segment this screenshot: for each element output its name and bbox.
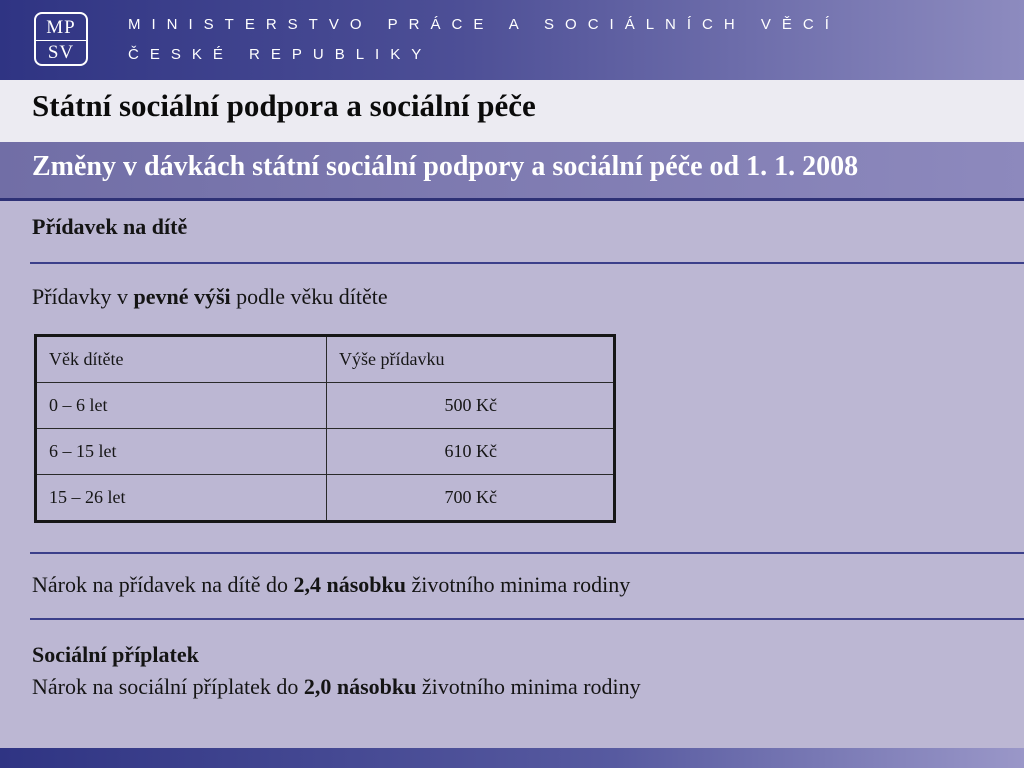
child-allowance-entitlement	[32, 572, 630, 598]
intro-text-end: podle věku dítěte	[230, 284, 388, 309]
mpsv-logo	[34, 12, 88, 66]
ministry-name-line1: MINISTERSTVO PRÁCE A SOCIÁLNÍCH VĚCÍ	[128, 16, 840, 33]
supplement-text: Nárok na sociální příplatek do	[32, 674, 304, 699]
entitlement-text: Nárok na přídavek na dítě do	[32, 572, 294, 597]
table-cell-age: 15 – 26 let	[36, 475, 327, 522]
footer-bar	[0, 748, 1024, 768]
child-allowance-heading: Přídavek na dítě	[32, 214, 188, 239]
title-bar	[0, 80, 1024, 142]
table-row	[36, 383, 615, 429]
child-allowance-table	[34, 334, 616, 523]
social-supplement-text	[32, 674, 641, 700]
table-cell-age: 0 – 6 let	[36, 383, 327, 429]
child-allowance-intro	[32, 284, 388, 310]
section-divider	[30, 618, 1024, 620]
table-header-age: Věk dítěte	[36, 336, 327, 383]
table-cell-amount: 500 Kč	[327, 383, 615, 429]
table-header-amount: Výše přídavku	[327, 336, 615, 383]
table-cell-amount: 700 Kč	[327, 475, 615, 522]
logo-text-bottom: SV	[36, 40, 86, 63]
table-cell-amount: 610 Kč	[327, 429, 615, 475]
subtitle-bar	[0, 142, 1024, 201]
intro-text: Přídavky v	[32, 284, 134, 309]
supplement-bold-text: 2,0 násobku	[303, 674, 417, 699]
table-header-row	[36, 336, 615, 383]
ministry-name-line2: ČESKÉ REPUBLIKY	[128, 46, 433, 63]
ministry-header	[0, 0, 1024, 80]
entitlement-bold-text: 2,4 násobku	[293, 572, 406, 597]
table-row	[36, 429, 615, 475]
section-divider	[30, 552, 1024, 554]
table-cell-age: 6 – 15 let	[36, 429, 327, 475]
supplement-text-end: životního minima rodiny	[416, 674, 641, 699]
logo-text-top: MP	[46, 17, 76, 38]
page-subtitle: Změny v dávkách státní sociální podpory a sociální péče od 1. 1. 2008	[32, 151, 859, 182]
section-divider	[30, 262, 1024, 264]
social-supplement-heading: Sociální příplatek	[32, 642, 199, 667]
page-title: Státní sociální podpora a sociální péče	[32, 88, 536, 123]
table-row	[36, 475, 615, 522]
entitlement-text-end: životního minima rodiny	[405, 572, 631, 597]
intro-bold-text: pevné výši	[133, 284, 231, 309]
